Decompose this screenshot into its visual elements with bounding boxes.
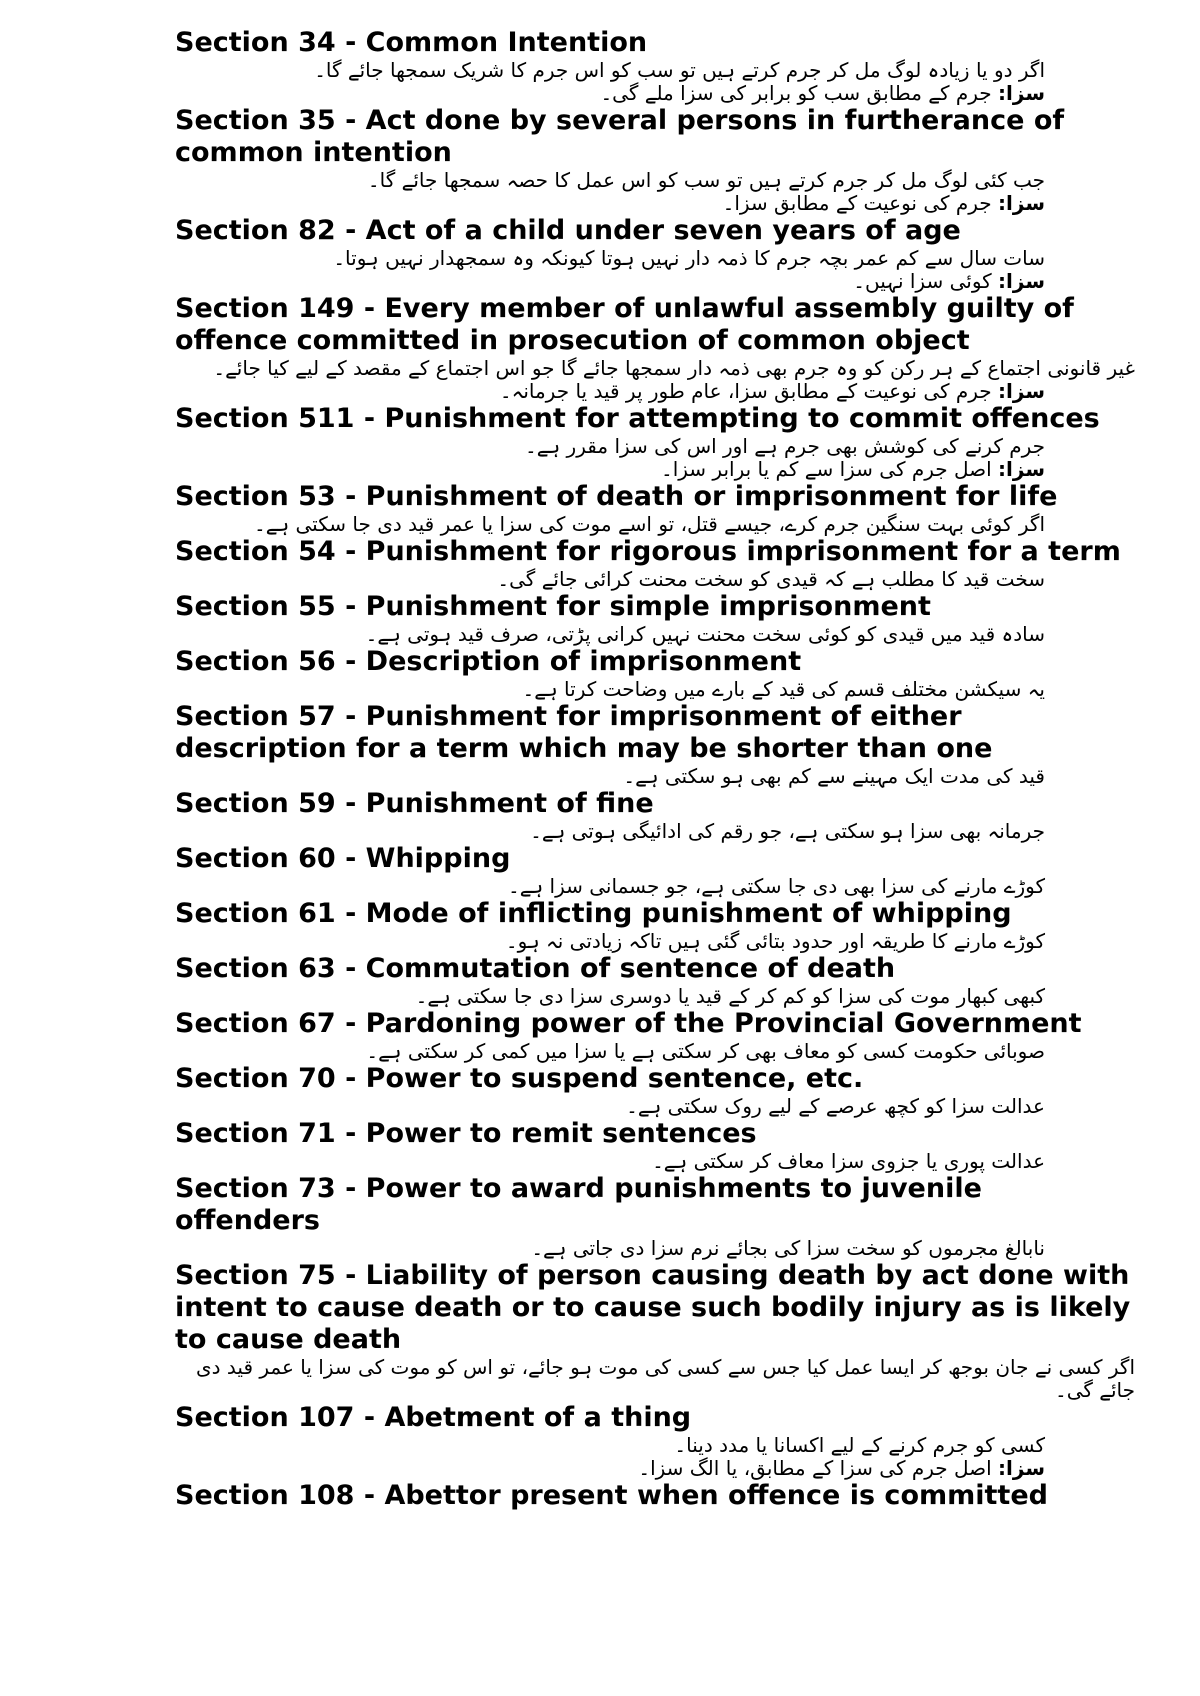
section-explanation: قید کی مدت ایک مہینے سے کم بھی ہو سکتی ہے۔: [623, 764, 1045, 788]
punishment-text: اصل جرم کی سزا سے کم یا برابر سزا۔: [661, 457, 992, 481]
section-entry: [175, 27, 1135, 105]
section-entry: [175, 953, 1135, 1008]
section-title: Section 73 - Power to award punishments to juvenile offenders: [175, 1173, 982, 1236]
punishment-text: جرم کے مطابق سب کو برابر کی سزا ملے گی۔: [600, 81, 992, 105]
section-title: Section 60 - Whipping: [175, 843, 511, 874]
section-explanation: نابالغ مجرموں کو سخت سزا کی بجائے نرم سزا دی جاتی ہے۔: [531, 1236, 1045, 1260]
section-entry: [175, 646, 1135, 701]
section-explanation: کوڑے مارنے کی سزا بھی دی جا سکتی ہے، جو جسمانی سزا ہے۔: [508, 874, 1045, 898]
punishment-label: سزا:: [998, 81, 1045, 105]
section-explanation: اگر کسی نے جان بوجھ کر ایسا عمل کیا جس سے کسی کی موت ہو جائے، تو اس کو موت کی سزا یا عمر قید دی جائے گی۔: [196, 1355, 1135, 1402]
section-explanation: جرم کرنے کی کوشش بھی جرم ہے اور اس کی سزا مقرر ہے۔: [525, 434, 1045, 458]
section-title: Section 55 - Punishment for simple imprisonment: [175, 591, 931, 622]
section-title: Section 70 - Power to suspend sentence, etc.: [175, 1063, 864, 1094]
punishment-label: سزا:: [998, 191, 1045, 215]
section-title: Section 108 - Abettor present when offence is committed: [175, 1480, 1048, 1511]
section-entry: [175, 1063, 1135, 1118]
section-entry: [175, 215, 1135, 293]
section-entry: [175, 1118, 1135, 1173]
punishment-label: سزا:: [998, 457, 1045, 481]
section-entry: [175, 898, 1135, 953]
punishment-text: جرم کی نوعیت کے مطابق سزا، عام طور پر قید یا جرمانہ۔: [499, 379, 992, 403]
section-title: Section 56 - Description of imprisonment: [175, 646, 802, 677]
section-explanation: غیر قانونی اجتماع کے ہر رکن کو وہ جرم بھی ذمہ دار سمجھا جائے گا جو اس اجتماع کے مقصد کے لیے کیا جائے۔: [213, 356, 1135, 380]
section-title: Section 82 - Act of a child under seven years of age: [175, 215, 961, 246]
section-explanation: سخت قید کا مطلب ہے کہ قیدی کو سخت محنت کرائی جائے گی۔: [497, 567, 1045, 591]
section-explanation: صوبائی حکومت کسی کو معاف بھی کر سکتی ہے یا سزا میں کمی کر سکتی ہے۔: [366, 1039, 1045, 1063]
section-entry: [175, 1402, 1135, 1480]
section-title: Section 61 - Mode of inflicting punishment of whipping: [175, 898, 1012, 929]
section-title: Section 107 - Abetment of a thing: [175, 1402, 692, 1433]
section-entry: [175, 1260, 1135, 1402]
sections-list: [0, 27, 1200, 1512]
section-entry: [175, 536, 1135, 591]
section-title: Section 149 - Every member of unlawful assembly guilty of offence committed in prosecution of common object: [175, 293, 1074, 356]
section-title: Section 57 - Punishment for imprisonment of either description for a term which may be shorter than one: [175, 701, 993, 764]
punishment-label: سزا:: [998, 269, 1045, 293]
section-title: Section 63 - Commutation of sentence of death: [175, 953, 896, 984]
section-explanation: جرمانہ بھی سزا ہو سکتی ہے، جو رقم کی ادائیگی ہوتی ہے۔: [530, 819, 1045, 843]
section-entry: [175, 481, 1135, 536]
section-title: Section 54 - Punishment for rigorous imprisonment for a term: [175, 536, 1121, 567]
section-explanation: کسی کو جرم کرنے کے لیے اکسانا یا مدد دینا۔: [674, 1433, 1045, 1457]
section-punishment: [175, 270, 1045, 293]
punishment-text: اصل جرم کی سزا کے مطابق، یا الگ سزا۔: [638, 1456, 992, 1480]
section-entry: [175, 293, 1135, 403]
punishment-text: کوئی سزا نہیں۔: [853, 269, 992, 293]
section-entry: [175, 788, 1135, 843]
section-entry: [175, 843, 1135, 898]
punishment-text: جرم کی نوعیت کے مطابق سزا۔: [722, 191, 992, 215]
section-title: Section 59 - Punishment of fine: [175, 788, 654, 819]
section-punishment: [175, 192, 1045, 215]
section-entry: [175, 1008, 1135, 1063]
section-explanation: اگر دو یا زیادہ لوگ مل کر جرم کرتے ہیں تو سب کو اس جرم کا شریک سمجھا جائے گا۔: [314, 58, 1045, 82]
section-punishment: [175, 82, 1045, 105]
section-explanation: عدالت سزا کو کچھ عرصے کے لیے روک سکتی ہے۔: [626, 1094, 1045, 1118]
section-entry: [175, 105, 1135, 215]
section-explanation: جب کئی لوگ مل کر جرم کرتے ہیں تو سب کو اس عمل کا حصہ سمجھا جائے گا۔: [367, 168, 1045, 192]
section-explanation: اگر کوئی بہت سنگین جرم کرے، جیسے قتل، تو اسے موت کی سزا یا عمر قید دی جا سکتی ہے۔: [254, 512, 1045, 536]
section-entry: [175, 403, 1135, 481]
punishment-label: سزا:: [998, 379, 1045, 403]
section-explanation: سات سال سے کم عمر بچہ جرم کا ذمہ دار نہیں ہوتا کیونکہ وہ سمجھدار نہیں ہوتا۔: [333, 246, 1045, 270]
section-explanation: کبھی کبھار موت کی سزا کو کم کر کے قید یا دوسری سزا دی جا سکتی ہے۔: [415, 984, 1045, 1008]
section-entry: [175, 591, 1135, 646]
section-explanation: عدالت پوری یا جزوی سزا معاف کر سکتی ہے۔: [652, 1149, 1045, 1173]
section-title: Section 53 - Punishment of death or imprisonment for life: [175, 481, 1058, 512]
section-title: Section 71 - Power to remit sentences: [175, 1118, 757, 1149]
section-title: Section 35 - Act done by several persons in furtherance of common intention: [175, 105, 1065, 168]
section-explanation: یہ سیکشن مختلف قسم کی قید کے بارے میں وضاحت کرتا ہے۔: [522, 677, 1045, 701]
section-explanation: کوڑے مارنے کا طریقہ اور حدود بتائی گئی ہیں تاکہ زیادتی نہ ہو۔: [505, 929, 1045, 953]
section-explanation: سادہ قید میں قیدی کو کوئی سخت محنت نہیں کرانی پڑتی، صرف قید ہوتی ہے۔: [365, 622, 1045, 646]
section-title: Section 511 - Punishment for attempting to commit offences: [175, 403, 1100, 434]
section-entry: [175, 1480, 1135, 1512]
section-punishment: [175, 380, 1045, 403]
section-title: Section 75 - Liability of person causing death by act done with intent to cause death or to cause such bodily injury as is likely to cause death: [175, 1260, 1131, 1355]
section-title: Section 67 - Pardoning power of the Provincial Government: [175, 1008, 1082, 1039]
section-punishment: [175, 458, 1045, 481]
section-entry: [175, 1173, 1135, 1260]
section-entry: [175, 701, 1135, 788]
section-title: Section 34 - Common Intention: [175, 27, 648, 58]
punishment-label: سزا:: [998, 1456, 1045, 1480]
section-punishment: [175, 1457, 1045, 1480]
